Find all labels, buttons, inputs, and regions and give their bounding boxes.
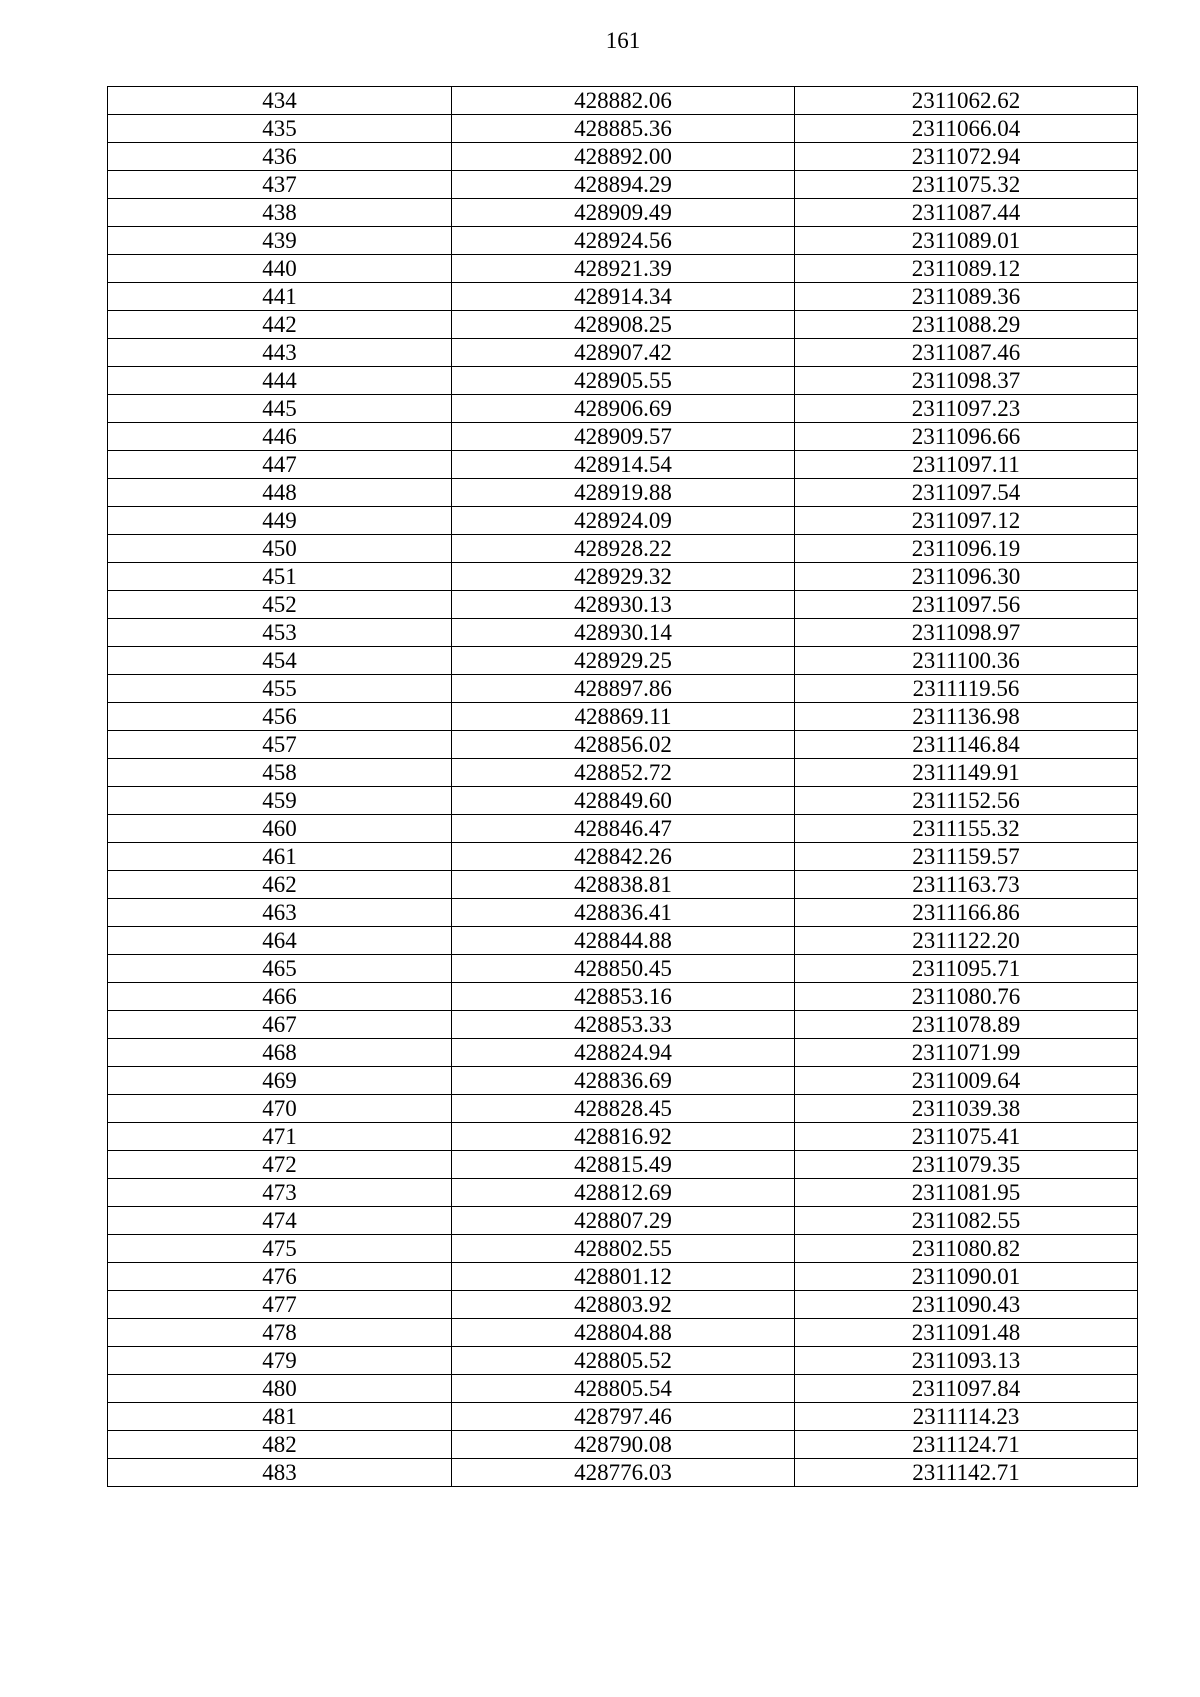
x-coordinate-cell: 428807.29 [452, 1207, 795, 1235]
y-coordinate-cell: 2311096.66 [795, 423, 1138, 451]
point-number-cell: 434 [108, 87, 452, 115]
y-coordinate-cell: 2311097.11 [795, 451, 1138, 479]
x-coordinate-cell: 428776.03 [452, 1459, 795, 1487]
table-row [108, 675, 1138, 703]
table-row [108, 283, 1138, 311]
table-row [108, 87, 1138, 115]
table-row [108, 1431, 1138, 1459]
x-coordinate-cell: 428924.56 [452, 227, 795, 255]
y-coordinate-cell: 2311082.55 [795, 1207, 1138, 1235]
x-coordinate-cell: 428909.57 [452, 423, 795, 451]
point-number-cell: 447 [108, 451, 452, 479]
y-coordinate-cell: 2311087.46 [795, 339, 1138, 367]
point-number-cell: 450 [108, 535, 452, 563]
table-row [108, 227, 1138, 255]
x-coordinate-cell: 428914.34 [452, 283, 795, 311]
y-coordinate-cell: 2311079.35 [795, 1151, 1138, 1179]
x-coordinate-cell: 428812.69 [452, 1179, 795, 1207]
y-coordinate-cell: 2311114.23 [795, 1403, 1138, 1431]
y-coordinate-cell: 2311097.54 [795, 479, 1138, 507]
x-coordinate-cell: 428882.06 [452, 87, 795, 115]
page-number: 161 [605, 28, 641, 53]
point-number-cell: 472 [108, 1151, 452, 1179]
x-coordinate-cell: 428836.41 [452, 899, 795, 927]
x-coordinate-cell: 428797.46 [452, 1403, 795, 1431]
x-coordinate-cell: 428914.54 [452, 451, 795, 479]
point-number-cell: 461 [108, 843, 452, 871]
x-coordinate-cell: 428897.86 [452, 675, 795, 703]
table-row [108, 1403, 1138, 1431]
y-coordinate-cell: 2311163.73 [795, 871, 1138, 899]
y-coordinate-cell: 2311081.95 [795, 1179, 1138, 1207]
point-number-cell: 465 [108, 955, 452, 983]
y-coordinate-cell: 2311136.98 [795, 703, 1138, 731]
table-row [108, 395, 1138, 423]
x-coordinate-cell: 428803.92 [452, 1291, 795, 1319]
table-row [108, 759, 1138, 787]
point-number-cell: 481 [108, 1403, 452, 1431]
point-number-cell: 475 [108, 1235, 452, 1263]
point-number-cell: 467 [108, 1011, 452, 1039]
point-number-cell: 482 [108, 1431, 452, 1459]
y-coordinate-cell: 2311152.56 [795, 787, 1138, 815]
x-coordinate-cell: 428846.47 [452, 815, 795, 843]
point-number-cell: 464 [108, 927, 452, 955]
y-coordinate-cell: 2311097.56 [795, 591, 1138, 619]
x-coordinate-cell: 428906.69 [452, 395, 795, 423]
y-coordinate-cell: 2311097.12 [795, 507, 1138, 535]
point-number-cell: 439 [108, 227, 452, 255]
table-row [108, 1039, 1138, 1067]
table-row [108, 1067, 1138, 1095]
x-coordinate-cell: 428815.49 [452, 1151, 795, 1179]
table-row [108, 703, 1138, 731]
table-row [108, 255, 1138, 283]
y-coordinate-cell: 2311089.12 [795, 255, 1138, 283]
table-row [108, 983, 1138, 1011]
point-number-cell: 446 [108, 423, 452, 451]
point-number-cell: 438 [108, 199, 452, 227]
point-number-cell: 479 [108, 1347, 452, 1375]
y-coordinate-cell: 2311142.71 [795, 1459, 1138, 1487]
point-number-cell: 478 [108, 1319, 452, 1347]
table-row [108, 563, 1138, 591]
y-coordinate-cell: 2311146.84 [795, 731, 1138, 759]
x-coordinate-cell: 428844.88 [452, 927, 795, 955]
y-coordinate-cell: 2311159.57 [795, 843, 1138, 871]
point-number-cell: 483 [108, 1459, 452, 1487]
y-coordinate-cell: 2311009.64 [795, 1067, 1138, 1095]
x-coordinate-cell: 428790.08 [452, 1431, 795, 1459]
y-coordinate-cell: 2311095.71 [795, 955, 1138, 983]
y-coordinate-cell: 2311098.37 [795, 367, 1138, 395]
table-row [108, 647, 1138, 675]
x-coordinate-cell: 428924.09 [452, 507, 795, 535]
x-coordinate-cell: 428828.45 [452, 1095, 795, 1123]
x-coordinate-cell: 428919.88 [452, 479, 795, 507]
x-coordinate-cell: 428869.11 [452, 703, 795, 731]
y-coordinate-cell: 2311091.48 [795, 1319, 1138, 1347]
y-coordinate-cell: 2311087.44 [795, 199, 1138, 227]
table-row [108, 899, 1138, 927]
point-number-cell: 443 [108, 339, 452, 367]
table-row [108, 1347, 1138, 1375]
x-coordinate-cell: 428885.36 [452, 115, 795, 143]
table-row [108, 507, 1138, 535]
table-row [108, 619, 1138, 647]
table-row [108, 171, 1138, 199]
table-row [108, 871, 1138, 899]
y-coordinate-cell: 2311149.91 [795, 759, 1138, 787]
y-coordinate-cell: 2311090.01 [795, 1263, 1138, 1291]
point-number-cell: 470 [108, 1095, 452, 1123]
x-coordinate-cell: 428929.25 [452, 647, 795, 675]
table-row [108, 591, 1138, 619]
table-row [108, 1123, 1138, 1151]
table-row [108, 1375, 1138, 1403]
x-coordinate-cell: 428892.00 [452, 143, 795, 171]
x-coordinate-cell: 428802.55 [452, 1235, 795, 1263]
x-coordinate-cell: 428850.45 [452, 955, 795, 983]
table-row [108, 143, 1138, 171]
table-row [108, 843, 1138, 871]
table-row [108, 1095, 1138, 1123]
y-coordinate-cell: 2311096.30 [795, 563, 1138, 591]
x-coordinate-cell: 428805.52 [452, 1347, 795, 1375]
point-number-cell: 473 [108, 1179, 452, 1207]
x-coordinate-cell: 428930.13 [452, 591, 795, 619]
y-coordinate-cell: 2311122.20 [795, 927, 1138, 955]
table-row [108, 787, 1138, 815]
point-number-cell: 476 [108, 1263, 452, 1291]
x-coordinate-cell: 428836.69 [452, 1067, 795, 1095]
table-row [108, 479, 1138, 507]
x-coordinate-cell: 428905.55 [452, 367, 795, 395]
table-row [108, 311, 1138, 339]
point-number-cell: 474 [108, 1207, 452, 1235]
table-row [108, 1011, 1138, 1039]
y-coordinate-cell: 2311080.82 [795, 1235, 1138, 1263]
y-coordinate-cell: 2311096.19 [795, 535, 1138, 563]
x-coordinate-cell: 428838.81 [452, 871, 795, 899]
y-coordinate-cell: 2311080.76 [795, 983, 1138, 1011]
point-number-cell: 458 [108, 759, 452, 787]
x-coordinate-cell: 428801.12 [452, 1263, 795, 1291]
x-coordinate-cell: 428907.42 [452, 339, 795, 367]
x-coordinate-cell: 428849.60 [452, 787, 795, 815]
x-coordinate-cell: 428852.72 [452, 759, 795, 787]
table-row [108, 535, 1138, 563]
table-row [108, 1459, 1138, 1487]
point-number-cell: 444 [108, 367, 452, 395]
table-row [108, 1319, 1138, 1347]
point-number-cell: 437 [108, 171, 452, 199]
y-coordinate-cell: 2311093.13 [795, 1347, 1138, 1375]
x-coordinate-cell: 428816.92 [452, 1123, 795, 1151]
point-number-cell: 455 [108, 675, 452, 703]
point-number-cell: 477 [108, 1291, 452, 1319]
coordinates-table [107, 86, 1138, 1487]
point-number-cell: 440 [108, 255, 452, 283]
y-coordinate-cell: 2311062.62 [795, 87, 1138, 115]
x-coordinate-cell: 428853.16 [452, 983, 795, 1011]
table-row [108, 1235, 1138, 1263]
y-coordinate-cell: 2311100.36 [795, 647, 1138, 675]
coordinates-table-body [108, 87, 1138, 1487]
table-row [108, 423, 1138, 451]
point-number-cell: 454 [108, 647, 452, 675]
table-row [108, 955, 1138, 983]
table-row [108, 1291, 1138, 1319]
point-number-cell: 448 [108, 479, 452, 507]
y-coordinate-cell: 2311072.94 [795, 143, 1138, 171]
point-number-cell: 441 [108, 283, 452, 311]
point-number-cell: 460 [108, 815, 452, 843]
y-coordinate-cell: 2311090.43 [795, 1291, 1138, 1319]
table-row [108, 1151, 1138, 1179]
x-coordinate-cell: 428930.14 [452, 619, 795, 647]
point-number-cell: 463 [108, 899, 452, 927]
y-coordinate-cell: 2311119.56 [795, 675, 1138, 703]
point-number-cell: 459 [108, 787, 452, 815]
y-coordinate-cell: 2311097.84 [795, 1375, 1138, 1403]
x-coordinate-cell: 428929.32 [452, 563, 795, 591]
y-coordinate-cell: 2311155.32 [795, 815, 1138, 843]
y-coordinate-cell: 2311098.97 [795, 619, 1138, 647]
x-coordinate-cell: 428921.39 [452, 255, 795, 283]
table-row [108, 927, 1138, 955]
x-coordinate-cell: 428856.02 [452, 731, 795, 759]
y-coordinate-cell: 2311075.32 [795, 171, 1138, 199]
y-coordinate-cell: 2311097.23 [795, 395, 1138, 423]
y-coordinate-cell: 2311078.89 [795, 1011, 1138, 1039]
table-row [108, 115, 1138, 143]
point-number-cell: 436 [108, 143, 452, 171]
x-coordinate-cell: 428804.88 [452, 1319, 795, 1347]
y-coordinate-cell: 2311071.99 [795, 1039, 1138, 1067]
point-number-cell: 449 [108, 507, 452, 535]
table-row [108, 451, 1138, 479]
x-coordinate-cell: 428842.26 [452, 843, 795, 871]
x-coordinate-cell: 428894.29 [452, 171, 795, 199]
point-number-cell: 471 [108, 1123, 452, 1151]
table-row [108, 815, 1138, 843]
y-coordinate-cell: 2311166.86 [795, 899, 1138, 927]
table-row [108, 339, 1138, 367]
point-number-cell: 480 [108, 1375, 452, 1403]
y-coordinate-cell: 2311066.04 [795, 115, 1138, 143]
point-number-cell: 453 [108, 619, 452, 647]
table-row [108, 1263, 1138, 1291]
table-row [108, 1179, 1138, 1207]
table-row [108, 199, 1138, 227]
point-number-cell: 435 [108, 115, 452, 143]
y-coordinate-cell: 2311089.01 [795, 227, 1138, 255]
point-number-cell: 445 [108, 395, 452, 423]
y-coordinate-cell: 2311124.71 [795, 1431, 1138, 1459]
point-number-cell: 456 [108, 703, 452, 731]
point-number-cell: 457 [108, 731, 452, 759]
point-number-cell: 452 [108, 591, 452, 619]
y-coordinate-cell: 2311089.36 [795, 283, 1138, 311]
y-coordinate-cell: 2311088.29 [795, 311, 1138, 339]
point-number-cell: 468 [108, 1039, 452, 1067]
x-coordinate-cell: 428908.25 [452, 311, 795, 339]
y-coordinate-cell: 2311075.41 [795, 1123, 1138, 1151]
point-number-cell: 466 [108, 983, 452, 1011]
x-coordinate-cell: 428909.49 [452, 199, 795, 227]
table-row [108, 731, 1138, 759]
point-number-cell: 442 [108, 311, 452, 339]
table-row [108, 367, 1138, 395]
x-coordinate-cell: 428824.94 [452, 1039, 795, 1067]
point-number-cell: 462 [108, 871, 452, 899]
table-row [108, 1207, 1138, 1235]
x-coordinate-cell: 428805.54 [452, 1375, 795, 1403]
point-number-cell: 451 [108, 563, 452, 591]
y-coordinate-cell: 2311039.38 [795, 1095, 1138, 1123]
point-number-cell: 469 [108, 1067, 452, 1095]
x-coordinate-cell: 428853.33 [452, 1011, 795, 1039]
x-coordinate-cell: 428928.22 [452, 535, 795, 563]
